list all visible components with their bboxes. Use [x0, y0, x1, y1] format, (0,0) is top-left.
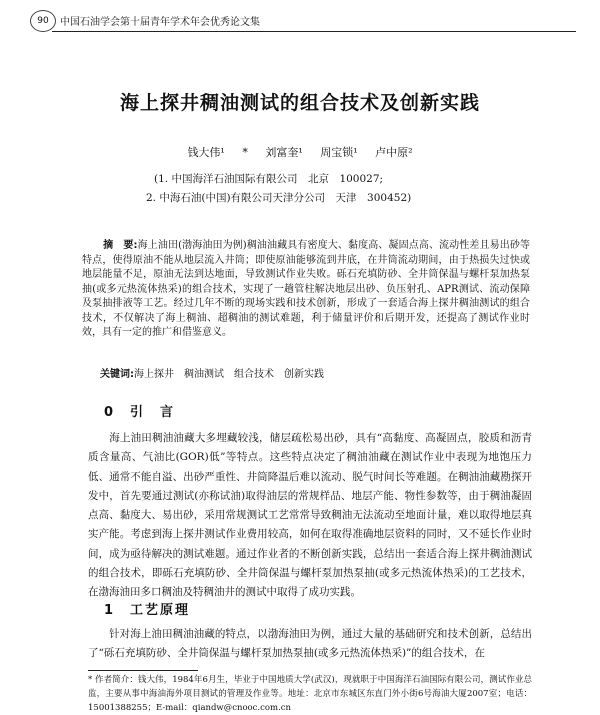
introduction-paragraph [88, 429, 532, 603]
footnote-rule [88, 670, 198, 671]
principle-paragraph [88, 625, 532, 664]
author-list: 钱大伟¹ * 刘富奎¹ 周宝锁¹ 卢中原² [187, 146, 413, 159]
header-rule [52, 31, 576, 32]
abstract-text: 海上油田(渤海油田为例)稠油油藏具有密度大、黏度高、凝固点高、流动性差且易出砂等特点，使得原油不能从地层流入井筒；即使原油能够流到井底，在井筒流动期间，由于热损失过快或地层能量不足，原油无法到达地面，导致测试作业失败。砾石充填防砂、全井筒保温与螺杆泵加热泵抽(或多元热流体热采)的组合技术，实现了一趟管柱解决地层出砂、负压射孔、APR测试、流动保障及泵抽排液等工艺。经过几年不断的现场实践和技术创新，形成了一套适合海上探井稠油测试的组合技术，不仅解决了海上稠油、超稠油的测试难题，利于储量评价和后期开发，还提高了测试作业时效，具有一定的推广和借鉴意义。 [82, 240, 531, 338]
abstract [82, 239, 530, 341]
keywords [100, 365, 324, 380]
author-footnote: * 作者简介：钱大伟，1984年6月生，毕业于中国地质大学(武汉)，现就职于中国海洋石油国际有限公司，测试作业总监，主要从事中海油海外项目测试的管理及作业等。地址：北京市东城区东直门外小街6号海油大厦2007室；电话：15001388255；E-mail：qiandw@cnooc.com.cn [88, 675, 532, 713]
section-heading-introduction: 0 引 言 [104, 405, 176, 420]
keywords-label: 关键词: [100, 369, 134, 380]
paper-title: 海上探井稠油测试的组合技术及创新实践 [119, 92, 480, 114]
running-header: 中国石油学会第十届青年学术年会优秀论文集 [60, 17, 260, 28]
page-number: 90 [30, 10, 56, 32]
principle-text: 针对海上油田稠油油藏的特点，以渤海油田为例，通过大量的基础研究和技术创新，总结出了“砾石充填防砂、全井筒保温与螺杆泵加热泵抽(或多元热流体热采)”的组合技术，在 [88, 628, 532, 660]
keywords-text: 海上探井 稠油测试 组合技术 创新实践 [134, 369, 324, 380]
affiliation-2: 2. 中海石油(中国)有限公司天津分公司 天津 300452) [146, 192, 412, 204]
abstract-label: 摘 要: [103, 240, 138, 251]
section-heading-principle: 1 工艺原理 [104, 603, 191, 618]
affiliation-1: (1. 中国海洋石油国际有限公司 北京 100027; [154, 173, 384, 185]
introduction-text: 海上油田稠油油藏大多埋藏较浅，储层疏松易出砂，具有“高黏度、高凝固点，胶质和沥青质含量高、气油比(GOR)低”等特点。这些特点决定了稠油油藏在测试作业中表现为地饱压力低、通常不能自溢、出砂严重性、井筒降温后难以流动、脱气时间长等难题。在稠油油藏勘探开发中，首先要通过测试(亦称试油)取得油层的常规样品、地层产能、物性参数等，由于稠油凝固点高、黏度大、易出砂，采用常规测试工艺常常导致稠油无法流动至地面计量，难以取得地层真实产能。考虑到海上探井测试作业费用较高，如何在取得准确地层资料的同时，又不延长作业时间，成为亟待解决的测试难题。通过作业者的不断创新实践，总结出一套适合海上探井稠油测试的组合技术，即砾石充填防砂、全井筒保温与螺杆泵加热泵抽(或多元热流体热采)的工艺技术，在渤海油田多口稠油及特稠油井的测试中取得了成功实践。 [88, 432, 532, 599]
